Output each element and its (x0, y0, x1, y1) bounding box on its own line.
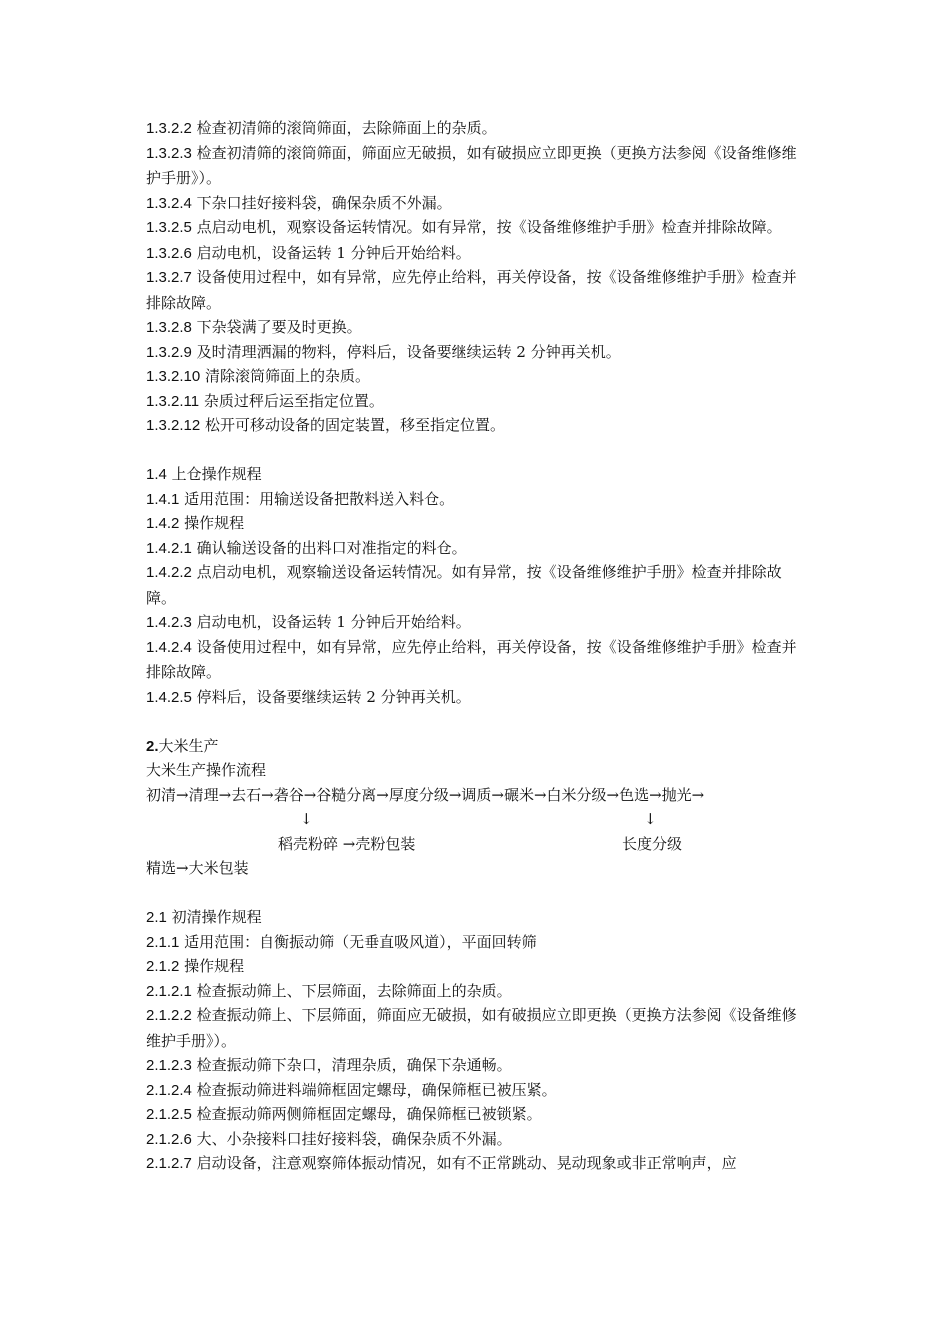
item-number: 1.4.2.1 (146, 539, 192, 557)
item-number: 2.1.1 (146, 933, 180, 951)
paragraph-2-1-2-7 (146, 1151, 810, 1176)
item-number: 2.1.2.3 (146, 1057, 192, 1074)
paragraph-1-4-2-5 (146, 685, 810, 710)
item-text: 启动电机，设备运转 1 分钟后开始给料。 (191, 613, 471, 631)
item-number: 2.1.2.6 (146, 1130, 192, 1148)
item-number: 1.4.2.3 (146, 614, 192, 631)
heading-1-4 (146, 462, 810, 487)
paragraph-2-1-2-6 (146, 1127, 810, 1152)
item-number: 1.3.2.2 (146, 120, 192, 137)
flow-main-text: 初清→清理→去石→砻谷→谷糙分离→厚度分级→调质→碾米→白米分级→色选→抛光→ (146, 785, 705, 804)
item-number: 1.3.2.8 (146, 319, 192, 336)
paragraph-1-4-2-1 (146, 536, 810, 561)
document-body (146, 116, 810, 1176)
item-number: 2.1.2.5 (146, 1106, 192, 1123)
paragraph-1-4-2 (146, 511, 810, 536)
paragraph-1-3-2-9 (146, 340, 810, 365)
item-number: 1.3.2.9 (146, 343, 192, 361)
paragraph-1-3-2-11 (146, 389, 810, 414)
item-text: 适用范围：自衡振动筛（无垂直吸风道），平面回转筛 (179, 932, 537, 951)
item-number: 2.1.2.2 (146, 1007, 192, 1024)
item-text: 检查振动筛下杂口，清理杂质，确保下杂通畅。 (191, 1056, 512, 1074)
paragraph-2-1-2-5 (146, 1102, 810, 1127)
paragraph-2-1-2-1 (146, 979, 810, 1004)
item-text: 检查振动筛上、下层筛面，筛面应无破损，如有破损应立即更换（更换方法参阅《设备维修维护手册》）。 (146, 1006, 797, 1050)
flow-branch-length: 长度分级 (622, 834, 683, 853)
item-number: 1.3.2.10 (146, 368, 201, 385)
paragraph-2-1-1 (146, 930, 810, 955)
item-text: 点启动电机，观察设备运转情况。如有异常，按《设备维修维护手册》检查并排除故障。 (191, 218, 782, 236)
spacer (146, 709, 810, 734)
section-title: 大米生产 (158, 736, 219, 755)
spacer (146, 438, 810, 463)
item-text: 杂质过秤后运至指定位置。 (199, 391, 384, 410)
section-number: 2. (146, 737, 159, 755)
paragraph-1-4-1 (146, 487, 810, 512)
item-text: 设备使用过程中，如有异常，应先停止给料，再关停设备，按《设备维修维护手册》检查并排除故障。 (146, 637, 797, 681)
item-text: 设备使用过程中，如有异常，应先停止给料，再关停设备，按《设备维修维护手册》检查并排除故障。 (146, 268, 797, 312)
paragraph-1-3-2-7 (146, 265, 810, 315)
paragraph-1-3-2-3 (146, 141, 810, 191)
heading-2 (146, 734, 810, 759)
item-text: 操作规程 (179, 514, 245, 532)
paragraph-1-4-2-2 (146, 560, 810, 610)
item-number: 1.3.2.3 (146, 144, 192, 162)
item-text: 初清操作规程 (166, 908, 262, 926)
item-text: 下杂口挂好接料袋，确保杂质不外漏。 (191, 193, 452, 212)
item-number: 1.4.2 (146, 515, 180, 532)
item-text: 大、小杂接料口挂好接料袋，确保杂质不外漏。 (191, 1129, 512, 1148)
item-number: 1.4.2.5 (146, 688, 192, 706)
item-text: 启动设备，注意观察筛体振动情况，如有不正常跳动、晃动现象或非正常响声，应 (191, 1154, 737, 1172)
item-number: 2.1.2.1 (146, 982, 192, 1000)
item-number: 1.3.2.5 (146, 219, 192, 236)
item-text: 上仓操作规程 (166, 465, 262, 483)
item-number: 1.4 (146, 466, 167, 483)
item-text: 检查振动筛上、下层筛面，去除筛面上的杂质。 (191, 981, 512, 1000)
item-number: 1.4.2.2 (146, 564, 192, 581)
item-number: 1.3.2.6 (146, 244, 192, 262)
paragraph-1-4-2-4 (146, 635, 810, 685)
item-text: 确认输送设备的出料口对准指定的料仓。 (191, 538, 467, 557)
item-text: 清除滚筒筛面上的杂质。 (200, 367, 370, 385)
item-text: 停料后，设备要继续运转 2 分钟再关机。 (191, 687, 471, 706)
item-number: 1.3.2.11 (146, 392, 200, 410)
item-number: 1.3.2.4 (146, 194, 192, 212)
item-text: 适用范围：用输送设备把散料送入料仓。 (179, 489, 455, 508)
paragraph-1-4-2-3 (146, 610, 810, 635)
flow-down-arrow-1: ↓ (300, 810, 313, 828)
item-text: 松开可移动设备的固定装置，移至指定位置。 (200, 416, 505, 434)
heading-2-1 (146, 905, 810, 930)
item-number: 2.1 (146, 909, 167, 926)
flow-end-text: 精选→大米包装 (146, 859, 249, 877)
flow-branch-row (146, 832, 810, 857)
item-text: 下杂袋满了要及时更换。 (191, 318, 362, 336)
paragraph-1-3-2-8 (146, 315, 810, 340)
flow-main-chain (146, 783, 810, 808)
paragraph-1-3-2-4 (146, 191, 810, 216)
item-text: 检查振动筛两侧筛框固定螺母，确保筛框已被锁紧。 (191, 1105, 542, 1123)
flow-title-text: 大米生产操作流程 (146, 761, 267, 779)
item-number: 1.3.2.12 (146, 417, 201, 434)
paragraph-2-1-2 (146, 954, 810, 979)
item-text: 启动电机，设备运转 1 分钟后开始给料。 (191, 243, 471, 262)
flow-end (146, 856, 810, 881)
paragraph-1-3-2-12 (146, 413, 810, 438)
item-text: 检查初清筛的滚筒筛面，筛面应无破损，如有破损应立即更换（更换方法参阅《设备维修维护手册》）。 (146, 143, 797, 187)
paragraph-2-1-2-2 (146, 1003, 810, 1053)
item-number: 1.3.2.7 (146, 269, 192, 286)
item-text: 及时清理洒漏的物料，停料后，设备要继续运转 2 分钟再关机。 (191, 342, 621, 361)
paragraph-1-3-2-2 (146, 116, 810, 141)
flow-branch-husk: 稻壳粉碎 →壳粉包装 (278, 834, 416, 853)
item-number: 2.1.2.7 (146, 1155, 192, 1172)
item-number: 2.1.2 (146, 958, 180, 975)
item-text: 检查初清筛的滚筒筛面，去除筛面上的杂质。 (191, 119, 497, 137)
item-text: 操作规程 (179, 957, 245, 975)
paragraph-1-3-2-10 (146, 364, 810, 389)
paragraph-2-1-2-3 (146, 1053, 810, 1078)
item-number: 1.4.2.4 (146, 638, 192, 656)
paragraph-1-3-2-6 (146, 241, 810, 266)
item-text: 点启动电机，观察输送设备运转情况。如有异常，按《设备维修维护手册》检查并排除故障。 (146, 563, 782, 607)
item-number: 2.1.2.4 (146, 1081, 192, 1099)
paragraph-2-1-2-4 (146, 1078, 810, 1103)
item-number: 1.4.1 (146, 490, 180, 508)
spacer (146, 881, 810, 906)
paragraph-1-3-2-5 (146, 215, 810, 241)
flow-down-arrow-2: ↓ (644, 810, 657, 828)
item-text: 检查振动筛进料端筛框固定螺母，确保筛框已被压紧。 (191, 1080, 557, 1099)
flow-arrows-row (146, 807, 810, 832)
flow-title (146, 758, 810, 783)
